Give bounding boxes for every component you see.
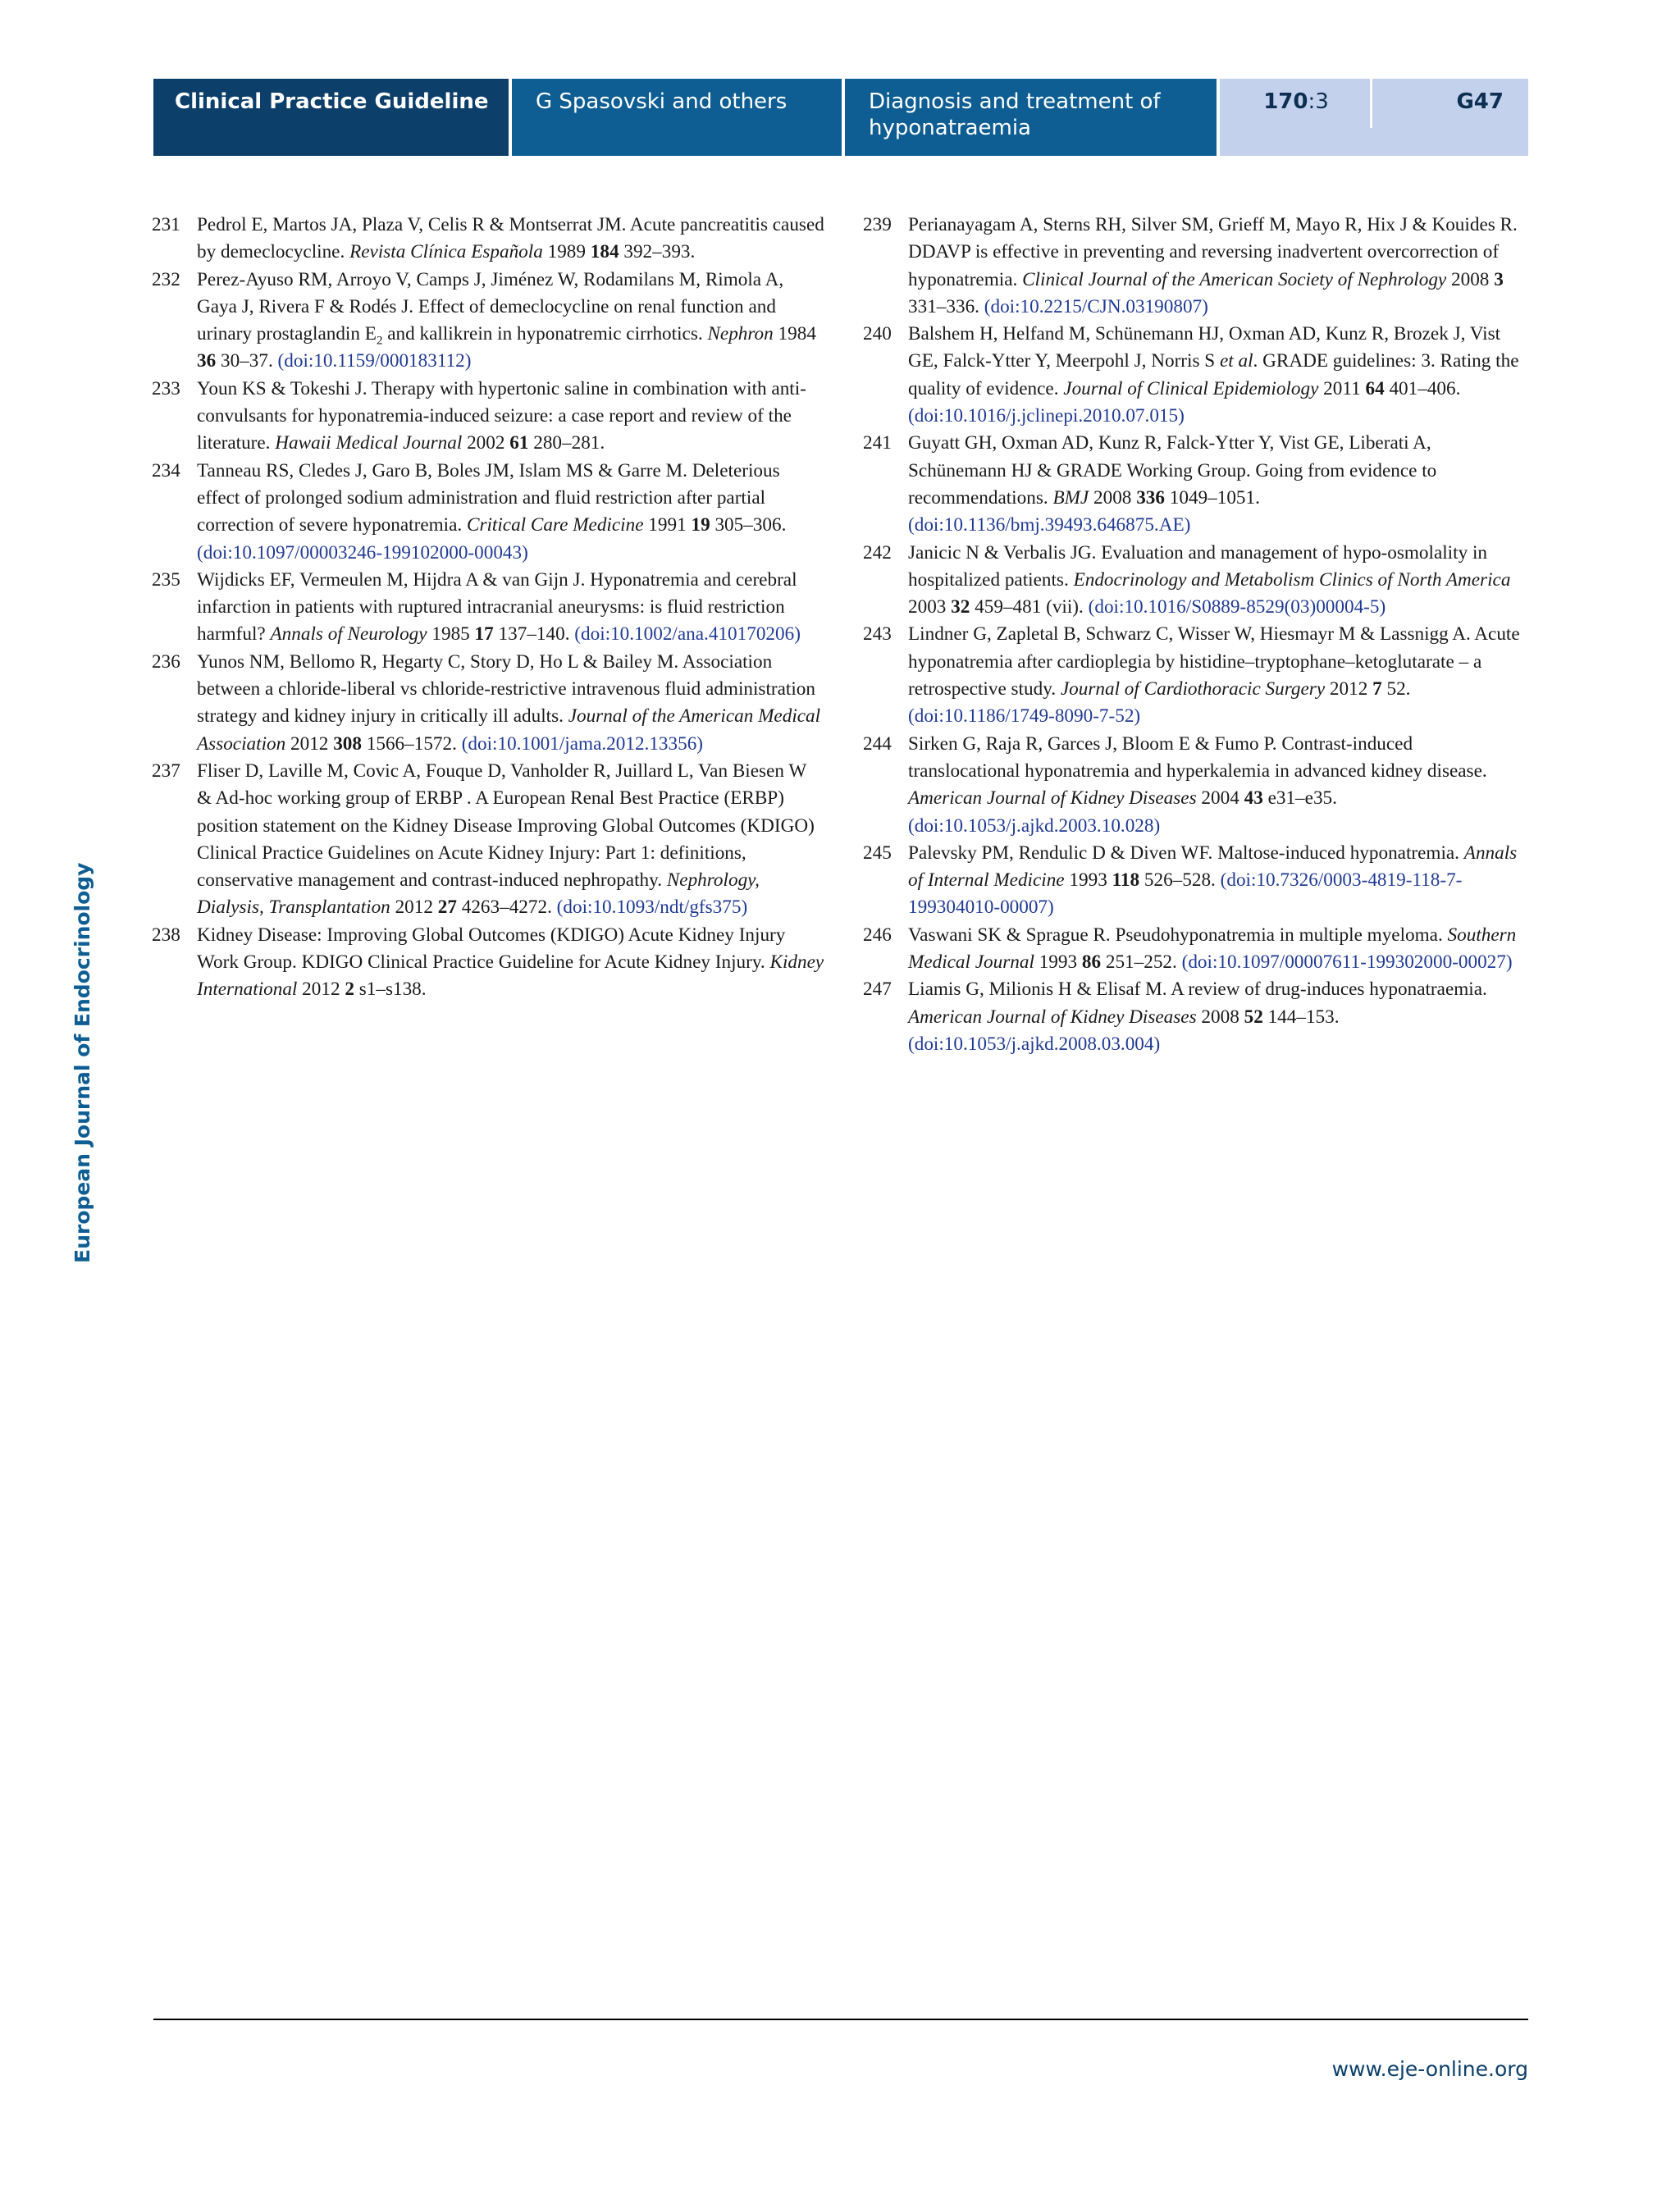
reference-volume: 86 [1081,951,1102,974]
reference-year: 1991 [643,514,692,536]
reference-pages: 137–140. [493,623,575,646]
reference-volume: 64 [1365,377,1385,399]
reference-number: 242 [863,541,892,563]
reference-pages: 280–281. [528,432,605,454]
reference-volume: 308 [333,732,362,755]
reference-doi-link[interactable]: (doi:10.1053/j.ajkd.2003.10.028) [908,814,1161,837]
reference-subscript: 2 [376,334,383,348]
reference-year: 2004 [1196,787,1244,810]
reference-authors: Fliser D, Laville M, Covic A, Fouque D, Vanholder R, Juillard L, Van Biesen W & Ad-hoc working group of ERBP . A European Renal Best Practice (ERBP) position statement on the Kidney Disease Improving Global Outcomes (KDIGO) Clinical Practice Guidelines on Acute Kidney Injury: Part 1: definitions, conservative management and contrast-induced nephropathy. [197,760,815,892]
reference-year: 1984 [773,323,816,345]
reference-volume: 36 [197,350,217,372]
reference-journal: Southern Medical Journal [908,924,1517,974]
reference-pages: 30–37. [216,350,278,372]
reference-number: 231 [152,214,180,235]
journal-side-label [67,862,100,1263]
reference-number: 234 [152,459,180,481]
reference-authors: Sirken G, Raja R, Garces J, Bloom E & Fumo P. Contrast-induced translocational hyponatremia and hyperkalemia in advanced kidney disease. [908,732,1487,782]
reference-number: 240 [863,323,892,345]
reference-doi-link[interactable]: (doi:10.1093/ndt/gfs375) [556,897,748,919]
reference-entry [863,731,1529,840]
reference-journal: BMJ [1052,486,1089,509]
reference-authors: Palevsky PM, Rendulic D & Diven WF. Maltose-induced hyponatremia. [908,842,1464,864]
reference-entry [863,621,1529,730]
volume-number: 170 [1263,89,1308,114]
reference-volume: 336 [1136,486,1165,509]
issue-separator: : [1308,89,1316,114]
reference-entry [152,212,824,267]
reference-volume: 52 [1244,1006,1263,1028]
reference-doi-link[interactable]: (doi:10.1159/000183112) [277,350,472,372]
reference-volume: 27 [437,897,457,919]
references-right-column [863,212,1529,1058]
reference-doi-link[interactable]: (doi:10.1136/bmj.39493.646875.AE) [908,514,1191,536]
reference-entry [152,649,824,758]
reference-journal: Annals of Internal Medicine [908,842,1518,892]
reference-volume: 2 [345,979,354,1001]
reference-journal: Nephron [707,323,774,345]
reference-year: 2002 [462,432,510,454]
reference-doi-link[interactable]: (doi:10.1097/00003246-199102000-00043) [197,541,528,563]
reference-journal: Annals of Neurology [270,623,427,646]
reference-pages: 401–406. [1384,377,1461,399]
reference-pages: 4263–4272. [456,897,557,919]
references-left-column [152,212,824,1004]
reference-number: 238 [152,924,180,946]
reference-entry [863,212,1529,321]
reference-number: 241 [863,432,892,454]
reference-entry [152,458,824,567]
reference-volume: 7 [1372,678,1382,700]
reference-number: 236 [152,650,180,673]
reference-year: 2008 [1089,486,1137,509]
reference-doi-link[interactable]: (doi:10.1097/00007611-199302000-00027) [1181,951,1513,974]
section-title: Clinical Practice Guideline [153,79,509,156]
reference-volume: 17 [474,623,494,646]
reference-number: 246 [863,924,892,946]
reference-journal: Journal of Cardiothoracic Surgery [1060,678,1326,700]
reference-authors: Guyatt GH, Oxman AD, Kunz R, Falck-Ytter Y, Vist GE, Liberati A, Schünemann HJ & GRADE Working Group. Going from evidence to recommendations. [908,432,1437,509]
reference-year: 1993 [1064,869,1112,892]
reference-number: 243 [863,623,892,646]
reference-doi-link[interactable]: (doi:10.1016/S0889-8529(03)00004-5) [1088,596,1386,618]
reference-pages: 526–528. [1139,869,1221,892]
reference-year: 2008 [1446,268,1495,290]
reference-doi-link[interactable]: (doi:10.1001/jama.2012.13356) [461,732,704,755]
reference-journal: American Journal of Kidney Diseases [908,1006,1197,1028]
reference-entry [863,540,1529,622]
reference-entry [152,922,824,1004]
reference-journal: Clinical Journal of the American Society of Nephrology [1022,268,1447,290]
reference-year: 2012 [390,897,438,919]
reference-pages: 392–393. [619,241,696,263]
reference-number: 247 [863,979,892,1001]
journal-name: European Journal of Endocrinology [71,862,94,1263]
volume-issue [1220,79,1372,156]
reference-authors: Youn KS & Tokeshi J. Therapy with hypertonic saline in combination with anti-convulsants for hyponatremia-induced seizure: a case report and review of the literature. [197,377,806,454]
reference-journal: Journal of Clinical Epidemiology [1063,377,1319,399]
reference-authors: Vaswani SK & Sprague R. Pseudohyponatremia in multiple myeloma. [908,924,1448,946]
reference-year: 1985 [427,623,475,646]
reference-title: and kallikrein in hyponatremic cirrhotics. [382,323,708,345]
reference-journal: Critical Care Medicine [466,514,644,536]
page-number: G47 [1372,79,1528,156]
reference-journal: Journal of the American Medical Association [197,705,821,755]
reference-number: 233 [152,377,180,399]
reference-pages: 1566–1572. [361,732,462,755]
reference-authors: Balshem H, Helfand M, Schünemann HJ, Oxman AD, Kunz R, Brozek J, Vist GE, Falck-Ytter Y, Meerpohl J, Norris S [908,323,1501,372]
reference-year: 2012 [285,732,334,755]
reference-number: 244 [863,732,892,755]
reference-authors: Liamis G, Milionis H & Elisaf M. A review of drug-induces hyponatraemia. [908,979,1487,1001]
reference-doi-link[interactable]: (doi:10.1016/j.jclinepi.2010.07.015) [908,405,1185,427]
journal-website-link[interactable]: www.eje-online.org [1331,2057,1528,2081]
reference-year: 2011 [1318,377,1366,399]
reference-number: 235 [152,568,180,591]
reference-pages: 331–336. [908,295,984,317]
reference-authors: Tanneau RS, Cledes J, Garo B, Boles JM, Islam MS & Garre M. Deleterious effect of prolonged sodium administration and fluid restriction after partial correction of severe hyponatremia. [197,459,780,536]
reference-number: 232 [152,268,180,290]
running-topic [845,79,1217,156]
reference-number: 239 [863,214,892,235]
reference-pages: 305–306. [710,514,787,536]
reference-entry [863,430,1529,539]
reference-authors: Kidney Disease: Improving Global Outcomes (KDIGO) Acute Kidney Injury Work Group. KDIGO Clinical Practice Guideline for Acute Kidney Injury. [197,924,786,974]
reference-title: . GRADE guidelines: 3. Rating the quality of evidence. [908,350,1519,399]
reference-volume: 184 [590,241,619,263]
reference-entry [152,376,824,458]
reference-journal: American Journal of Kidney Diseases [908,787,1197,810]
reference-authors: Perianayagam A, Sterns RH, Silver SM, Grieff M, Mayo R, Hix J & Kouides R. DDAVP is effective in preventing and reversing inadvertent overcorrection of hyponatremia. [908,214,1518,290]
reference-volume: 19 [691,514,710,536]
reference-doi-link[interactable]: (doi:10.1053/j.ajkd.2008.03.004) [908,1033,1161,1055]
running-authors: G Spasovski and others [512,79,842,156]
reference-number: 245 [863,842,892,864]
reference-pages: 251–252. [1101,951,1182,974]
reference-volume: 118 [1112,869,1140,892]
reference-pages: 144–153. [1262,1006,1340,1028]
reference-entry [863,976,1529,1058]
reference-year: 1993 [1034,951,1082,974]
reference-journal: Hawaii Medical Journal [275,432,463,454]
reference-pages: 459–481 (vii). [970,596,1089,618]
reference-doi-link[interactable]: (doi:10.2215/CJN.03190807) [984,295,1208,317]
header-divider [1370,79,1372,128]
reference-year: 2008 [1196,1006,1244,1028]
running-topic-line1: Diagnosis and treatment of [869,89,1161,114]
reference-volume: 32 [951,596,970,618]
reference-authors: Lindner G, Zapletal B, Schwarz C, Wisser W, Hiesmayr M & Lassnigg A. Acute hyponatremia after cardioplegia by histidine–tryptophane–ketoglutarate – a retrospective study. [908,623,1520,700]
reference-journal: Nephrology, Dialysis, Transplantation [197,869,760,919]
reference-authors: Perez-Ayuso RM, Arroyo V, Camps J, Jiménez W, Rodamilans M, Rimola A, Gaya J, Rivera F & Rodés J. Effect of demeclocycline on renal function and urinary prostaglandin E [197,268,784,345]
footer-rule [153,2019,1528,2020]
reference-doi-link[interactable]: (doi:10.1186/1749-8090-7-52) [908,705,1141,728]
reference-entry [863,321,1529,430]
reference-year: 2012 [297,979,345,1001]
reference-entry [152,567,824,649]
reference-pages: s1–s138. [354,979,427,1001]
reference-volume: 3 [1494,268,1504,290]
reference-entry [152,267,824,376]
reference-doi-link[interactable]: (doi:10.7326/0003-4819-118-7-199304010-00007) [908,869,1463,919]
reference-entry [152,758,824,922]
reference-et-al: et al [1219,350,1253,372]
reference-pages: 52. [1381,678,1411,700]
reference-year: 2012 [1325,678,1373,700]
reference-entry [863,840,1529,922]
reference-number: 237 [152,760,180,782]
reference-authors: Yunos NM, Bellomo R, Hegarty C, Story D, Ho L & Bailey M. Association between a chloride-liberal vs chloride-restrictive intravenous fluid administration strategy and kidney injury in critically ill adults. [197,650,815,728]
reference-volume: 43 [1244,787,1263,810]
reference-journal: Revista Clínica Española [349,241,543,263]
reference-authors: Janicic N & Verbalis JG. Evaluation and management of hypo-osmolality in hospitalized patients. [908,541,1487,591]
reference-pages: 1049–1051. [1164,486,1260,509]
reference-entry [863,922,1529,977]
reference-year: 1989 [542,241,591,263]
reference-pages: e31–e35. [1262,787,1337,810]
reference-authors: Pedrol E, Martos JA, Plaza V, Celis R & Montserrat JM. Acute pancreatitis caused by demeclocycline. [197,214,824,263]
reference-volume: 61 [509,432,529,454]
issue-number: 3 [1315,89,1329,114]
running-header [153,79,1528,156]
reference-journal: Kidney International [197,951,824,1001]
running-topic-line2: hyponatraemia [869,116,1031,140]
reference-year: 2003 [908,596,952,618]
reference-doi-link[interactable]: (doi:10.1002/ana.410170206) [574,623,801,646]
reference-authors: Wijdicks EF, Vermeulen M, Hijdra A & van Gijn J. Hyponatremia and cerebral infarction in patients with ruptured intracranial aneurysms: is fluid restriction harmful? [197,568,797,646]
reference-journal: Endocrinology and Metabolism Clinics of North America [1073,568,1511,591]
